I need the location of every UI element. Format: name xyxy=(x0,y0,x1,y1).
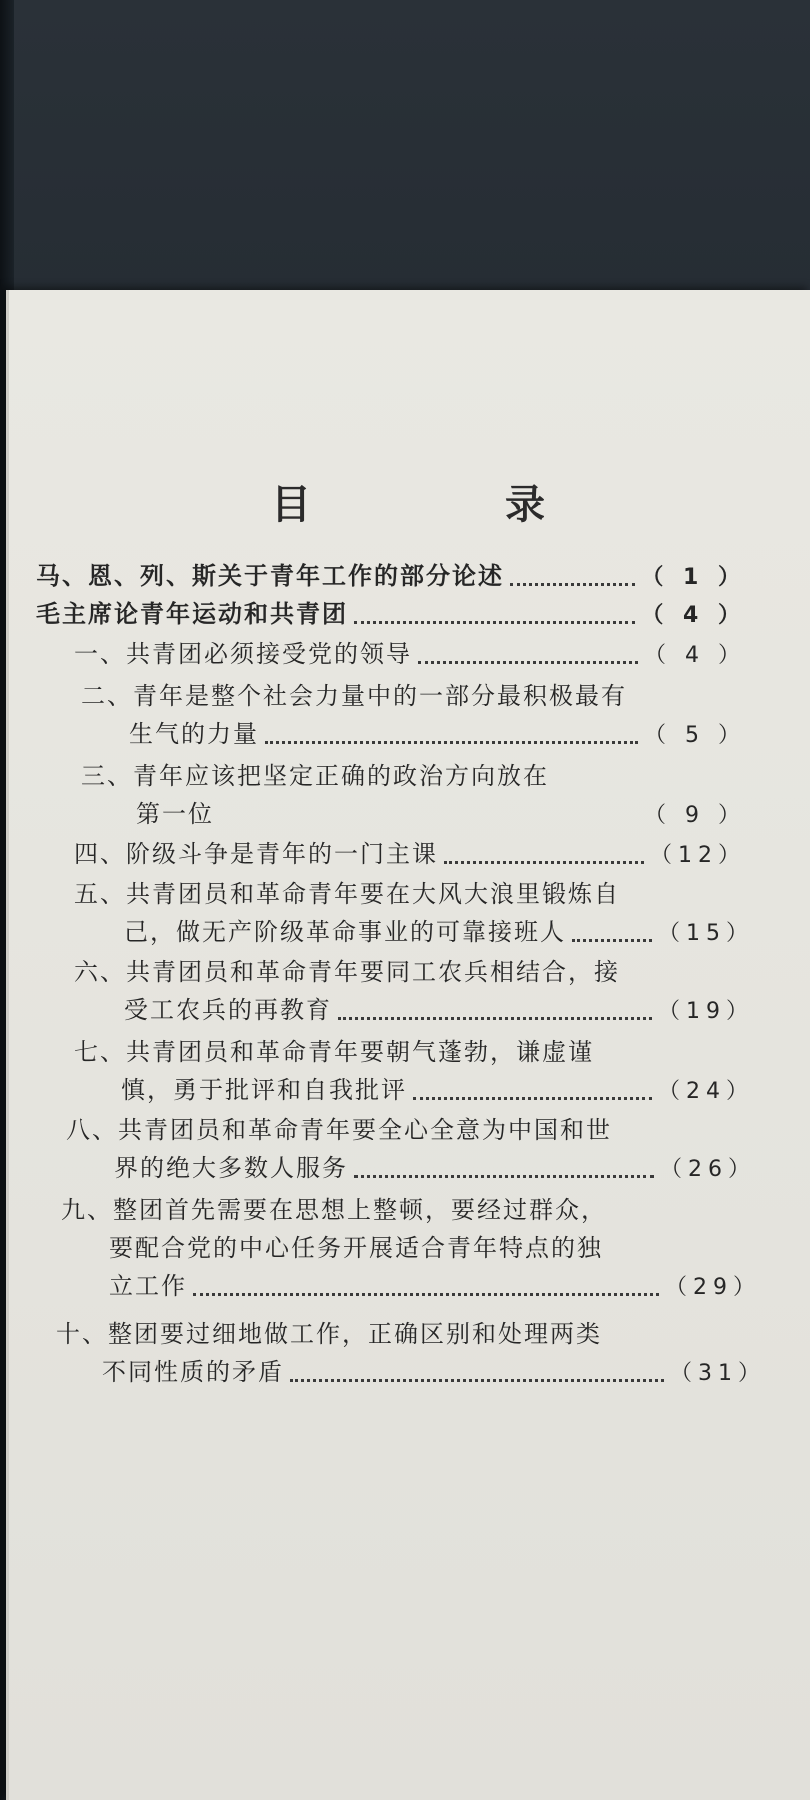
toc-entry-4-title-1: 青年是整个社会力量中的一部分最积极最有 xyxy=(133,682,627,710)
toc-entry-5-page: （ 9 ） xyxy=(644,803,746,828)
toc-entry-6-line xyxy=(74,838,746,872)
toc-entry-4-line-1 xyxy=(81,680,746,712)
toc-entry-2-title: 毛主席论青年运动和共青团 xyxy=(36,600,348,628)
toc-entry-2-line xyxy=(36,598,746,632)
toc-entry-7-num: 五、 xyxy=(74,880,126,908)
toc-entry-3-title: 共青团必须接受党的领导 xyxy=(126,640,412,668)
toc-leader-dots xyxy=(354,621,635,624)
toc-leader-dots xyxy=(265,741,638,744)
toc-entry-5-title-2: 第一位 xyxy=(136,800,214,828)
toc-entry-9-line-2 xyxy=(121,1074,754,1108)
toc-entry-1-page: （ 1 ） xyxy=(641,565,746,590)
toc-entry-4-line-2 xyxy=(129,718,746,752)
table-of-contents xyxy=(6,290,810,1800)
toc-entry-8-line-2 xyxy=(124,994,754,1028)
toc-entry-5-line-1 xyxy=(81,760,746,792)
toc-leader-dots xyxy=(413,1097,652,1100)
toc-entry-7-page: （15） xyxy=(658,921,754,946)
toc-entry-11-num: 九、 xyxy=(61,1196,113,1224)
toc-entry-7-line-2 xyxy=(124,916,754,950)
toc-entry-9-title-1: 共青团员和革命青年要朝气蓬勃，谦虚谨 xyxy=(126,1038,594,1066)
toc-entry-11-line-1 xyxy=(61,1194,761,1226)
toc-entry-8-num: 六、 xyxy=(74,958,126,986)
toc-leader-dots xyxy=(290,1379,664,1382)
toc-entry-1-line xyxy=(36,560,746,594)
toc-entry-9-page: （24） xyxy=(658,1079,754,1104)
toc-entry-5-line-2 xyxy=(136,798,746,832)
toc-leader-dots xyxy=(510,583,635,586)
toc-entry-12-title-1: 整团要过细地做工作，正确区别和处理两类 xyxy=(108,1320,602,1348)
toc-entry-12-page: （31） xyxy=(670,1361,766,1386)
toc-entry-11-line-3 xyxy=(109,1270,761,1304)
toc-entry-4-num: 二、 xyxy=(81,682,133,710)
toc-entry-12-line-1 xyxy=(56,1318,766,1350)
toc-entry-10-title-1: 共青团员和革命青年要全心全意为中国和世 xyxy=(118,1116,612,1144)
toc-entry-9-line-1 xyxy=(74,1036,754,1068)
toc-entry-11-page: （29） xyxy=(665,1275,761,1300)
toc-entry-2-page: （ 4 ） xyxy=(641,603,746,628)
toc-leader-dots xyxy=(418,661,638,664)
toc-entry-11-title-3: 立工作 xyxy=(109,1272,187,1300)
toc-entry-9-num: 七、 xyxy=(74,1038,126,1066)
toc-entry-6-page: （12） xyxy=(650,843,746,868)
toc-entry-7-line-1 xyxy=(74,878,746,910)
toc-entry-7-title-2: 己，做无产阶级革命事业的可靠接班人 xyxy=(124,918,566,946)
toc-entry-4-page: （ 5 ） xyxy=(644,723,746,748)
toc-entry-1-title: 马、恩、列、斯关于青年工作的部分论述 xyxy=(36,562,504,590)
toc-entry-10-num: 八、 xyxy=(66,1116,118,1144)
toc-leader-dots xyxy=(220,821,638,824)
toc-leader-dots xyxy=(193,1293,659,1296)
book-page xyxy=(6,290,810,1800)
toc-entry-8-line-1 xyxy=(74,956,754,988)
toc-entry-7-title-1: 共青团员和革命青年要在大风大浪里锻炼自 xyxy=(126,880,620,908)
toc-entry-5-title-1: 青年应该把坚定正确的政治方向放在 xyxy=(133,762,549,790)
toc-entry-3-page: （ 4 ） xyxy=(644,643,746,668)
toc-entry-10-page: （26） xyxy=(660,1157,756,1182)
toc-entry-3-num: 一、 xyxy=(74,640,126,668)
toc-entry-11-title-2: 要配合党的中心任务开展适合青年特点的独 xyxy=(109,1234,603,1262)
toc-entry-6-title: 阶级斗争是青年的一门主课 xyxy=(126,840,438,868)
toc-entry-4-title-2: 生气的力量 xyxy=(129,720,259,748)
toc-entry-9-title-2: 慎，勇于批评和自我批评 xyxy=(121,1076,407,1104)
toc-entry-12-num: 十、 xyxy=(56,1320,108,1348)
toc-entry-8-title-1: 共青团员和革命青年要同工农兵相结合，接 xyxy=(126,958,620,986)
toc-entry-12-title-2: 不同性质的矛盾 xyxy=(102,1358,284,1386)
toc-entry-8-title-2: 受工农兵的再教育 xyxy=(124,996,332,1024)
toc-leader-dots xyxy=(354,1175,654,1178)
toc-entry-3-line xyxy=(74,638,746,672)
page-title: 目 录 xyxy=(271,482,635,528)
toc-entry-10-line-1 xyxy=(66,1114,756,1146)
toc-entry-8-page: （19） xyxy=(658,999,754,1024)
toc-entry-12-line-2 xyxy=(102,1356,766,1390)
toc-entry-11-title-1: 整团首先需要在思想上整顿，要经过群众， xyxy=(113,1196,607,1224)
toc-leader-dots xyxy=(338,1017,652,1020)
toc-leader-dots xyxy=(444,861,644,864)
toc-entry-11-line-2 xyxy=(109,1232,761,1264)
toc-entry-10-line-2 xyxy=(114,1152,756,1186)
toc-entry-6-num: 四、 xyxy=(74,840,126,868)
toc-entry-5-num: 三、 xyxy=(81,762,133,790)
toc-entry-10-title-2: 界的绝大多数人服务 xyxy=(114,1154,348,1182)
toc-leader-dots xyxy=(572,939,652,942)
